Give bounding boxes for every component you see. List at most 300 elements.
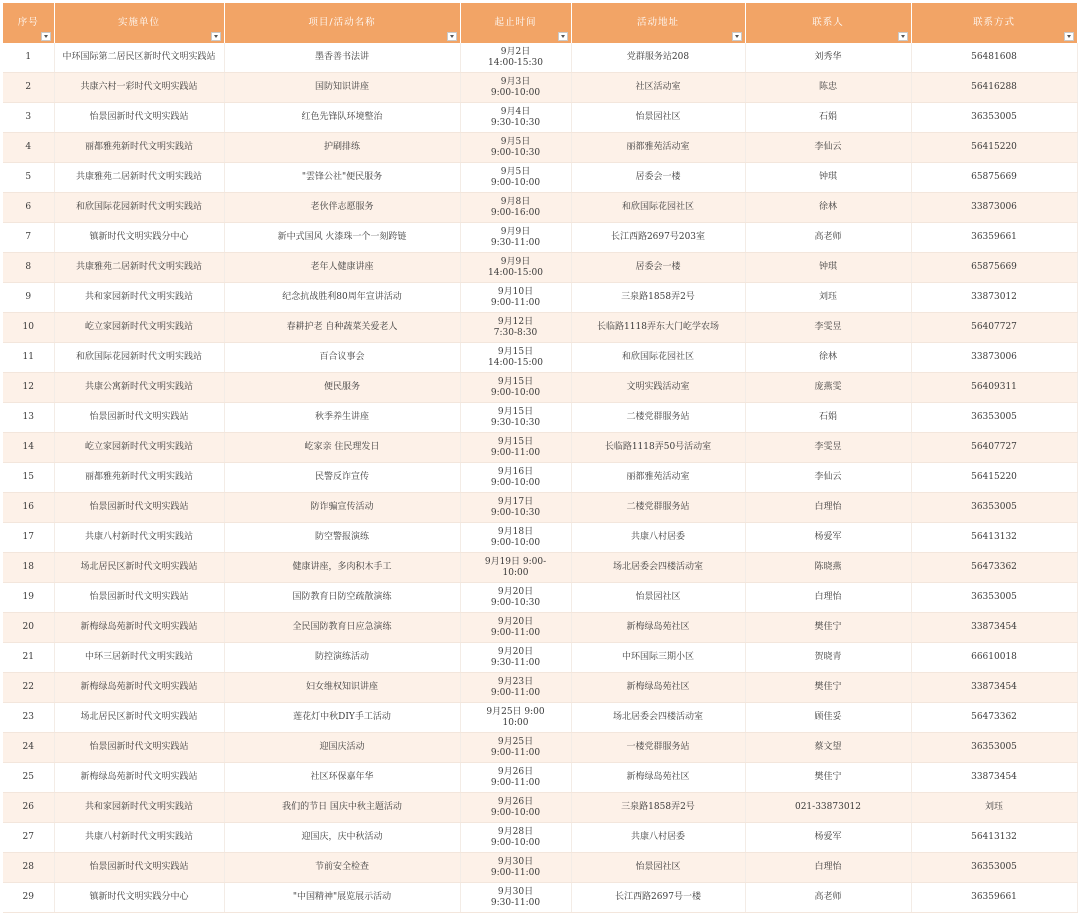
cell-time[interactable] bbox=[460, 733, 571, 763]
cell-no[interactable]: 26 bbox=[3, 793, 54, 823]
cell-addr[interactable]: 新梅绿岛苑社区 bbox=[571, 613, 745, 643]
cell-addr[interactable]: 和欣国际花园社区 bbox=[571, 193, 745, 223]
column-header-phone: 联系方式 bbox=[911, 3, 1077, 43]
cell-no[interactable]: 9 bbox=[3, 283, 54, 313]
table-row[interactable] bbox=[3, 373, 1077, 403]
cell-phone[interactable]: 33873454 bbox=[911, 613, 1077, 643]
cell-addr[interactable]: 文明实践活动室 bbox=[571, 373, 745, 403]
cell-name[interactable]: 纪念抗战胜利80周年宣讲活动 bbox=[224, 283, 460, 313]
cell-name[interactable]: 节前安全检查 bbox=[224, 853, 460, 883]
cell-time-range: 14:00-15:00 bbox=[488, 357, 543, 368]
cell-addr[interactable]: 场北居委会四楼活动室 bbox=[571, 703, 745, 733]
cell-time[interactable] bbox=[460, 553, 571, 583]
cell-phone[interactable]: 33873012 bbox=[911, 283, 1077, 313]
cell-time-date: 9月5日 bbox=[500, 136, 531, 147]
cell-time-date: 9月15日 bbox=[497, 436, 534, 447]
cell-name[interactable]: 墨香善书法讲 bbox=[224, 43, 460, 73]
cell-time[interactable] bbox=[460, 463, 571, 493]
cell-time-range: 9:00-10:30 bbox=[490, 597, 541, 608]
cell-name[interactable]: "雲锋公社"便民服务 bbox=[224, 163, 460, 193]
cell-no[interactable]: 12 bbox=[3, 373, 54, 403]
cell-name[interactable]: 我们的节日 国庆中秋主题活动 bbox=[224, 793, 460, 823]
table-row[interactable] bbox=[3, 163, 1077, 193]
cell-time-range: 14:00-15:00 bbox=[488, 267, 543, 278]
cell-addr[interactable]: 党群服务站208 bbox=[571, 43, 745, 73]
cell-name[interactable]: 秋季养生讲座 bbox=[224, 403, 460, 433]
cell-time-range: 9:00-10:00 bbox=[490, 387, 541, 398]
cell-time-date: 9月2日 bbox=[500, 46, 531, 57]
cell-contact[interactable]: 钟琪 bbox=[745, 163, 911, 193]
cell-phone[interactable]: 56413132 bbox=[911, 523, 1077, 553]
cell-time-range: 9:00-10:00 bbox=[490, 87, 541, 98]
cell-unit[interactable]: 中环三居新时代文明实践站 bbox=[54, 643, 224, 673]
cell-contact[interactable]: 李仙云 bbox=[745, 133, 911, 163]
cell-name[interactable]: 防空警报演练 bbox=[224, 523, 460, 553]
cell-time[interactable] bbox=[460, 523, 571, 553]
cell-addr[interactable]: 和欣国际花园社区 bbox=[571, 343, 745, 373]
table-row[interactable] bbox=[3, 223, 1077, 253]
cell-contact[interactable]: 钟琪 bbox=[745, 253, 911, 283]
cell-contact[interactable]: 杨爱军 bbox=[745, 823, 911, 853]
cell-unit[interactable]: 场北居民区新时代文明实践站 bbox=[54, 703, 224, 733]
cell-time-range: 9:30-11:00 bbox=[490, 897, 541, 908]
cell-addr[interactable]: 一楼党群服务站 bbox=[571, 733, 745, 763]
cell-time-range: 9:00-10:00 bbox=[490, 177, 541, 188]
cell-no[interactable]: 8 bbox=[3, 253, 54, 283]
table-row[interactable] bbox=[3, 343, 1077, 373]
cell-unit[interactable]: 共和家园新时代文明实践站 bbox=[54, 283, 224, 313]
cell-time-range: 9:00-11:00 bbox=[490, 297, 541, 308]
cell-unit[interactable]: 怡景园新时代文明实践站 bbox=[54, 583, 224, 613]
column-header-unit: 实施单位 bbox=[54, 3, 224, 43]
cell-phone[interactable]: 56407727 bbox=[911, 433, 1077, 463]
table-row[interactable] bbox=[3, 463, 1077, 493]
table-row[interactable] bbox=[3, 313, 1077, 343]
cell-time-range: 9:00-11:00 bbox=[490, 777, 541, 788]
table-row[interactable] bbox=[3, 493, 1077, 523]
cell-phone[interactable]: 56481608 bbox=[911, 43, 1077, 73]
cell-time-date: 9月30日 bbox=[497, 856, 534, 867]
filter-dropdown-icon[interactable] bbox=[732, 32, 742, 41]
table-row[interactable] bbox=[3, 613, 1077, 643]
cell-name[interactable]: 防控演练活动 bbox=[224, 643, 460, 673]
filter-dropdown-icon[interactable] bbox=[898, 32, 908, 41]
cell-no[interactable]: 22 bbox=[3, 673, 54, 703]
cell-name[interactable]: 迎国庆，庆中秋活动 bbox=[224, 823, 460, 853]
filter-dropdown-icon[interactable] bbox=[1064, 32, 1074, 41]
cell-addr[interactable]: 丽都雅苑活动室 bbox=[571, 463, 745, 493]
cell-phone[interactable]: 56415220 bbox=[911, 133, 1077, 163]
cell-name[interactable]: 百合议事会 bbox=[224, 343, 460, 373]
cell-unit[interactable]: 怡景园新时代文明实践站 bbox=[54, 853, 224, 883]
cell-time-date: 9月17日 bbox=[497, 496, 534, 507]
cell-no[interactable]: 7 bbox=[3, 223, 54, 253]
table-row[interactable] bbox=[3, 793, 1077, 823]
cell-time-date: 9月25日 bbox=[497, 736, 534, 747]
cell-time-date: 9月20日 bbox=[497, 616, 534, 627]
cell-phone[interactable]: 33873006 bbox=[911, 343, 1077, 373]
cell-time-range: 9:00-10:30 bbox=[490, 507, 541, 518]
table-row[interactable] bbox=[3, 883, 1077, 913]
cell-contact[interactable]: 杨爱军 bbox=[745, 523, 911, 553]
cell-time-date: 9月20日 bbox=[497, 586, 534, 597]
cell-time-range: 9:00-10:30 bbox=[490, 147, 541, 158]
filter-dropdown-icon[interactable] bbox=[211, 32, 221, 41]
column-header-time: 起止时间 bbox=[460, 3, 571, 43]
cell-addr[interactable]: 三泉路1858弄2号 bbox=[571, 793, 745, 823]
cell-time-range: 10:00 bbox=[502, 717, 529, 728]
filter-dropdown-icon[interactable] bbox=[558, 32, 568, 41]
cell-time-date: 9月26日 bbox=[497, 766, 534, 777]
cell-name[interactable]: 便民服务 bbox=[224, 373, 460, 403]
cell-phone[interactable]: 56409311 bbox=[911, 373, 1077, 403]
column-header-activity: 项目/活动名称 bbox=[224, 3, 460, 43]
cell-unit[interactable]: 丽都雅苑新时代文明实践站 bbox=[54, 133, 224, 163]
cell-time-date: 9月15日 bbox=[497, 406, 534, 417]
table-row[interactable] bbox=[3, 253, 1077, 283]
cell-no[interactable]: 19 bbox=[3, 583, 54, 613]
cell-no[interactable]: 17 bbox=[3, 523, 54, 553]
cell-phone[interactable]: 65875669 bbox=[911, 253, 1077, 283]
cell-phone[interactable]: 56413132 bbox=[911, 823, 1077, 853]
cell-time-range: 9:00-11:00 bbox=[490, 747, 541, 758]
cell-contact[interactable]: 陈晓燕 bbox=[745, 553, 911, 583]
cell-name[interactable]: 屹家亲 住民理发日 bbox=[224, 433, 460, 463]
cell-time[interactable] bbox=[460, 403, 571, 433]
column-header-no: 序号 bbox=[3, 3, 54, 43]
cell-time-date: 9月4日 bbox=[500, 106, 531, 117]
cell-addr[interactable]: 长临路1118弄50号活动室 bbox=[571, 433, 745, 463]
cell-time-range: 9:00-11:00 bbox=[490, 627, 541, 638]
cell-time[interactable] bbox=[460, 343, 571, 373]
cell-time[interactable] bbox=[460, 583, 571, 613]
cell-contact[interactable]: 刘珏 bbox=[745, 283, 911, 313]
table-row[interactable] bbox=[3, 523, 1077, 553]
cell-no[interactable]: 23 bbox=[3, 703, 54, 733]
cell-time-date: 9月23日 bbox=[497, 676, 534, 687]
cell-time-range: 9:30-10:30 bbox=[490, 117, 541, 128]
cell-unit[interactable]: 和欣国际花园新时代文明实践站 bbox=[54, 193, 224, 223]
cell-time-date: 9月5日 bbox=[500, 166, 531, 177]
cell-contact[interactable]: 李雯昱 bbox=[745, 313, 911, 343]
cell-time-range: 9:00-10:00 bbox=[490, 807, 541, 818]
cell-addr[interactable]: 怡景园社区 bbox=[571, 853, 745, 883]
cell-no[interactable]: 6 bbox=[3, 193, 54, 223]
cell-unit[interactable]: 共康八村新时代文明实践站 bbox=[54, 823, 224, 853]
cell-contact[interactable]: 蔡文望 bbox=[745, 733, 911, 763]
cell-phone[interactable]: 56415220 bbox=[911, 463, 1077, 493]
cell-time-date: 9月10日 bbox=[497, 286, 534, 297]
cell-no[interactable]: 10 bbox=[3, 313, 54, 343]
cell-addr[interactable]: 新梅绿岛苑社区 bbox=[571, 763, 745, 793]
cell-contact[interactable]: 高老师 bbox=[745, 883, 911, 913]
cell-unit[interactable]: 丽都雅苑新时代文明实践站 bbox=[54, 463, 224, 493]
table-row[interactable] bbox=[3, 193, 1077, 223]
column-header-contact: 联系人 bbox=[745, 3, 911, 43]
cell-contact[interactable]: 李雯昱 bbox=[745, 433, 911, 463]
cell-phone[interactable]: 36353005 bbox=[911, 493, 1077, 523]
cell-unit[interactable]: 镇新时代文明实践分中心 bbox=[54, 883, 224, 913]
cell-time[interactable] bbox=[460, 703, 571, 733]
cell-time[interactable] bbox=[460, 493, 571, 523]
cell-unit[interactable]: 怡景园新时代文明实践站 bbox=[54, 103, 224, 133]
cell-addr[interactable]: 长临路1118弄东大门屹学农场 bbox=[571, 313, 745, 343]
cell-unit[interactable]: 新梅绿岛苑新时代文明实践站 bbox=[54, 673, 224, 703]
cell-phone[interactable]: 36353005 bbox=[911, 733, 1077, 763]
table-row[interactable] bbox=[3, 283, 1077, 313]
cell-addr[interactable]: 三泉路1858弄2号 bbox=[571, 283, 745, 313]
cell-phone[interactable]: 33873006 bbox=[911, 193, 1077, 223]
table-row[interactable] bbox=[3, 583, 1077, 613]
cell-contact[interactable]: 021-33873012 bbox=[745, 793, 911, 823]
cell-contact[interactable]: 石娟 bbox=[745, 403, 911, 433]
cell-time[interactable] bbox=[460, 193, 571, 223]
cell-phone[interactable]: 33873454 bbox=[911, 673, 1077, 703]
cell-contact[interactable]: 樊佳宁 bbox=[745, 613, 911, 643]
cell-time-date: 9月28日 bbox=[497, 826, 534, 837]
cell-contact[interactable]: 贺晓青 bbox=[745, 643, 911, 673]
cell-phone[interactable]: 56473362 bbox=[911, 553, 1077, 583]
cell-no[interactable]: 3 bbox=[3, 103, 54, 133]
table-row[interactable] bbox=[3, 823, 1077, 853]
cell-contact[interactable]: 徐林 bbox=[745, 193, 911, 223]
cell-name[interactable]: 民警反诈宣传 bbox=[224, 463, 460, 493]
cell-time[interactable] bbox=[460, 283, 571, 313]
table-row[interactable] bbox=[3, 433, 1077, 463]
cell-time[interactable] bbox=[460, 883, 571, 913]
cell-contact[interactable]: 白理怡 bbox=[745, 493, 911, 523]
cell-addr[interactable]: 二楼党群服务站 bbox=[571, 403, 745, 433]
cell-contact[interactable]: 李仙云 bbox=[745, 463, 911, 493]
cell-addr[interactable]: 居委会一楼 bbox=[571, 253, 745, 283]
cell-no[interactable]: 29 bbox=[3, 883, 54, 913]
cell-time-date: 9月25日 9:00 bbox=[486, 706, 545, 717]
cell-time-range: 9:00-11:00 bbox=[490, 867, 541, 878]
cell-contact[interactable]: 刘秀华 bbox=[745, 43, 911, 73]
filter-dropdown-icon[interactable] bbox=[41, 32, 51, 41]
cell-addr[interactable]: 长江西路2697号一楼 bbox=[571, 883, 745, 913]
cell-unit[interactable]: 共康雅苑二居新时代文明实践站 bbox=[54, 253, 224, 283]
cell-name[interactable]: 迎国庆活动 bbox=[224, 733, 460, 763]
cell-addr[interactable]: 场北居委会四楼活动室 bbox=[571, 553, 745, 583]
cell-name[interactable]: 国防知识讲座 bbox=[224, 73, 460, 103]
cell-addr[interactable]: 共康八村居委 bbox=[571, 823, 745, 853]
cell-name[interactable]: 红色先锋队环境整治 bbox=[224, 103, 460, 133]
cell-unit[interactable]: 共康八村新时代文明实践站 bbox=[54, 523, 224, 553]
table-row[interactable] bbox=[3, 133, 1077, 163]
cell-no[interactable]: 25 bbox=[3, 763, 54, 793]
cell-phone[interactable]: 65875669 bbox=[911, 163, 1077, 193]
cell-time[interactable] bbox=[460, 763, 571, 793]
cell-name[interactable]: 老伙伴志愿服务 bbox=[224, 193, 460, 223]
cell-name[interactable]: 新中式国风 火漆珠一个一刻跨链 bbox=[224, 223, 460, 253]
cell-contact[interactable]: 石娟 bbox=[745, 103, 911, 133]
cell-time[interactable] bbox=[460, 433, 571, 463]
activity-table bbox=[3, 3, 1078, 913]
cell-phone[interactable]: 36353005 bbox=[911, 583, 1077, 613]
cell-time-date: 9月9日 bbox=[500, 256, 531, 267]
cell-time-range: 9:00-10:00 bbox=[490, 537, 541, 548]
cell-name[interactable]: 国防教育日防空疏散演练 bbox=[224, 583, 460, 613]
cell-time[interactable] bbox=[460, 643, 571, 673]
cell-phone[interactable]: 刘珏 bbox=[911, 793, 1077, 823]
cell-unit[interactable]: 新梅绿岛苑新时代文明实践站 bbox=[54, 763, 224, 793]
cell-contact[interactable]: 陈忠 bbox=[745, 73, 911, 103]
cell-no[interactable]: 13 bbox=[3, 403, 54, 433]
cell-no[interactable]: 2 bbox=[3, 73, 54, 103]
column-header-address: 活动地址 bbox=[571, 3, 745, 43]
cell-name[interactable]: 防诈骗宣传活动 bbox=[224, 493, 460, 523]
cell-time-range: 9:00-11:00 bbox=[490, 687, 541, 698]
cell-no[interactable]: 14 bbox=[3, 433, 54, 463]
cell-unit[interactable]: 新梅绿岛苑新时代文明实践站 bbox=[54, 613, 224, 643]
cell-no[interactable]: 24 bbox=[3, 733, 54, 763]
table-row[interactable] bbox=[3, 763, 1077, 793]
table-row[interactable] bbox=[3, 853, 1077, 883]
cell-time[interactable] bbox=[460, 613, 571, 643]
cell-contact[interactable]: 徐林 bbox=[745, 343, 911, 373]
cell-unit[interactable]: 怡景园新时代文明实践站 bbox=[54, 493, 224, 523]
cell-unit[interactable]: 怡景园新时代文明实践站 bbox=[54, 403, 224, 433]
cell-time-range: 10:00 bbox=[502, 567, 529, 578]
table-row[interactable] bbox=[3, 43, 1077, 73]
cell-phone[interactable]: 56473362 bbox=[911, 703, 1077, 733]
table-row[interactable] bbox=[3, 643, 1077, 673]
table-row[interactable] bbox=[3, 733, 1077, 763]
cell-no[interactable]: 11 bbox=[3, 343, 54, 373]
cell-unit[interactable]: 屹立家园新时代文明实践站 bbox=[54, 433, 224, 463]
cell-contact[interactable]: 樊佳宁 bbox=[745, 763, 911, 793]
cell-unit[interactable]: 屹立家园新时代文明实践站 bbox=[54, 313, 224, 343]
cell-name[interactable]: 老年人健康讲座 bbox=[224, 253, 460, 283]
cell-time-range: 9:30-11:00 bbox=[490, 657, 541, 668]
cell-time[interactable] bbox=[460, 163, 571, 193]
cell-name[interactable]: 社区环保嘉年华 bbox=[224, 763, 460, 793]
cell-name[interactable]: "中国精神"展览展示活动 bbox=[224, 883, 460, 913]
cell-phone[interactable]: 36353005 bbox=[911, 103, 1077, 133]
cell-time[interactable] bbox=[460, 133, 571, 163]
cell-unit[interactable]: 中环国际第二居民区新时代文明实践站 bbox=[54, 43, 224, 73]
cell-contact[interactable]: 白理怡 bbox=[745, 853, 911, 883]
cell-time-range: 9:00-16:00 bbox=[490, 207, 541, 218]
cell-no[interactable]: 15 bbox=[3, 463, 54, 493]
cell-name[interactable]: 健康讲座，多肉积木手工 bbox=[224, 553, 460, 583]
cell-unit[interactable]: 共康公寓新时代文明实践站 bbox=[54, 373, 224, 403]
cell-addr[interactable]: 中环国际三期小区 bbox=[571, 643, 745, 673]
cell-addr[interactable]: 社区活动室 bbox=[571, 73, 745, 103]
cell-time[interactable] bbox=[460, 853, 571, 883]
table-row[interactable] bbox=[3, 703, 1077, 733]
cell-no[interactable]: 1 bbox=[3, 43, 54, 73]
cell-time-range: 9:30-10:30 bbox=[490, 417, 541, 428]
cell-name[interactable]: 莲花灯中秋DIY手工活动 bbox=[224, 703, 460, 733]
cell-contact[interactable]: 顾佳妥 bbox=[745, 703, 911, 733]
cell-name[interactable]: 春耕护老 自种蔬菜关爱老人 bbox=[224, 313, 460, 343]
table-row[interactable] bbox=[3, 673, 1077, 703]
cell-name[interactable]: 护刷排练 bbox=[224, 133, 460, 163]
cell-time-range: 14:00-15:30 bbox=[488, 57, 543, 68]
cell-time-range: 9:00-10:00 bbox=[490, 837, 541, 848]
cell-time-range: 9:00-10:00 bbox=[490, 477, 541, 488]
cell-time[interactable] bbox=[460, 253, 571, 283]
cell-time[interactable] bbox=[460, 73, 571, 103]
cell-phone[interactable]: 36353005 bbox=[911, 403, 1077, 433]
cell-no[interactable]: 18 bbox=[3, 553, 54, 583]
cell-phone[interactable]: 66610018 bbox=[911, 643, 1077, 673]
cell-time[interactable] bbox=[460, 373, 571, 403]
cell-unit[interactable]: 镇新时代文明实践分中心 bbox=[54, 223, 224, 253]
cell-unit[interactable]: 和欣国际花园新时代文明实践站 bbox=[54, 343, 224, 373]
cell-addr[interactable]: 新梅绿岛苑社区 bbox=[571, 673, 745, 703]
cell-contact[interactable]: 樊佳宁 bbox=[745, 673, 911, 703]
cell-time-date: 9月30日 bbox=[497, 886, 534, 897]
cell-no[interactable]: 20 bbox=[3, 613, 54, 643]
cell-no[interactable]: 4 bbox=[3, 133, 54, 163]
cell-phone[interactable]: 36359661 bbox=[911, 883, 1077, 913]
cell-time-range: 7:30-8:30 bbox=[493, 327, 538, 338]
cell-time-date: 9月12日 bbox=[497, 316, 534, 327]
cell-addr[interactable]: 共康八村居委 bbox=[571, 523, 745, 553]
cell-unit[interactable]: 场北居民区新时代文明实践站 bbox=[54, 553, 224, 583]
table-row[interactable] bbox=[3, 403, 1077, 433]
cell-no[interactable]: 28 bbox=[3, 853, 54, 883]
cell-phone[interactable]: 36359661 bbox=[911, 223, 1077, 253]
cell-time[interactable] bbox=[460, 223, 571, 253]
cell-phone[interactable]: 33873454 bbox=[911, 763, 1077, 793]
cell-time-date: 9月9日 bbox=[500, 226, 531, 237]
cell-contact[interactable]: 高老师 bbox=[745, 223, 911, 253]
cell-time[interactable] bbox=[460, 313, 571, 343]
cell-no[interactable]: 21 bbox=[3, 643, 54, 673]
cell-contact[interactable]: 庞燕雯 bbox=[745, 373, 911, 403]
cell-addr[interactable]: 怡景园社区 bbox=[571, 103, 745, 133]
cell-unit[interactable]: 共和家园新时代文明实践站 bbox=[54, 793, 224, 823]
cell-name[interactable]: 妇女维权知识讲座 bbox=[224, 673, 460, 703]
cell-time[interactable] bbox=[460, 103, 571, 133]
cell-time-date: 9月16日 bbox=[497, 466, 534, 477]
cell-addr[interactable]: 居委会一楼 bbox=[571, 163, 745, 193]
cell-unit[interactable]: 共康六村一彩时代文明实践站 bbox=[54, 73, 224, 103]
cell-addr[interactable]: 怡景园社区 bbox=[571, 583, 745, 613]
cell-time[interactable] bbox=[460, 793, 571, 823]
cell-no[interactable]: 27 bbox=[3, 823, 54, 853]
cell-time-date: 9月26日 bbox=[497, 796, 534, 807]
cell-phone[interactable]: 56407727 bbox=[911, 313, 1077, 343]
cell-contact[interactable]: 白理怡 bbox=[745, 583, 911, 613]
cell-time-date: 9月18日 bbox=[497, 526, 534, 537]
cell-time[interactable] bbox=[460, 823, 571, 853]
table-row[interactable] bbox=[3, 73, 1077, 103]
cell-unit[interactable]: 共康雅苑二居新时代文明实践站 bbox=[54, 163, 224, 193]
cell-name[interactable]: 全民国防教育日应急演练 bbox=[224, 613, 460, 643]
cell-addr[interactable]: 丽都雅苑活动室 bbox=[571, 133, 745, 163]
cell-addr[interactable]: 长江西路2697号203室 bbox=[571, 223, 745, 253]
table-body bbox=[3, 43, 1077, 913]
cell-addr[interactable]: 二楼党群服务站 bbox=[571, 493, 745, 523]
cell-no[interactable]: 5 bbox=[3, 163, 54, 193]
cell-time[interactable] bbox=[460, 673, 571, 703]
table-row[interactable] bbox=[3, 103, 1077, 133]
cell-time-range: 9:30-11:00 bbox=[490, 237, 541, 248]
cell-no[interactable]: 16 bbox=[3, 493, 54, 523]
cell-time[interactable] bbox=[460, 43, 571, 73]
cell-phone[interactable]: 56416288 bbox=[911, 73, 1077, 103]
cell-unit[interactable]: 怡景园新时代文明实践站 bbox=[54, 733, 224, 763]
filter-dropdown-icon[interactable] bbox=[447, 32, 457, 41]
cell-time-date: 9月15日 bbox=[497, 346, 534, 357]
table-row[interactable] bbox=[3, 553, 1077, 583]
cell-phone[interactable]: 36353005 bbox=[911, 853, 1077, 883]
